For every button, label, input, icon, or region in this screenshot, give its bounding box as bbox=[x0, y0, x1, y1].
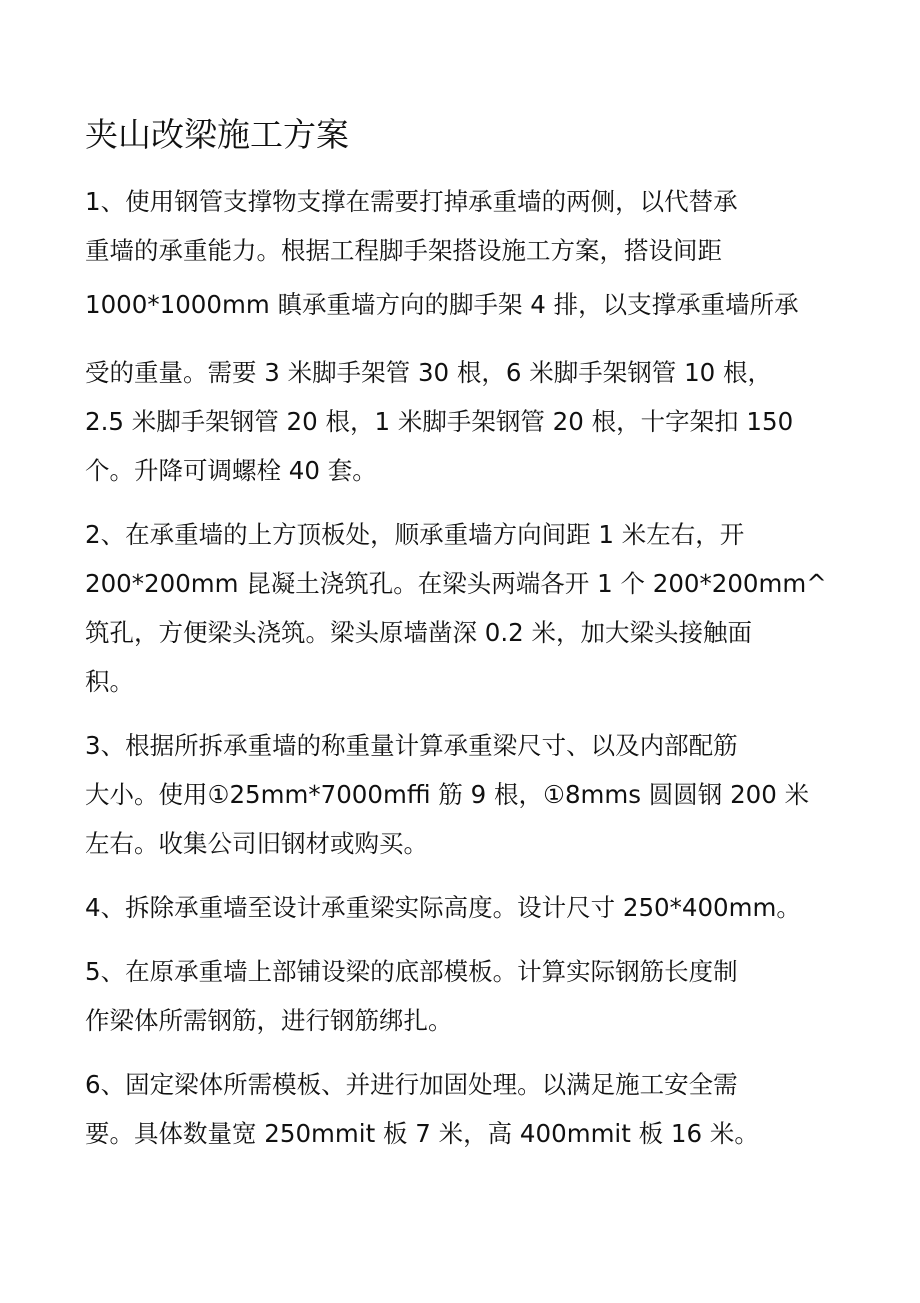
paragraph-2-line-1: 2、在承重墙的上方顶板处，顺承重墙方向间距 1 米左右，开 bbox=[85, 520, 745, 549]
paragraph-3-line-3: 左右。收集公司旧钢材或购买。 bbox=[85, 829, 428, 858]
paragraph-1-line-4: 受的重量。需要 3 米脚手架管 30 根，6 米脚手架钢管 10 根， bbox=[85, 358, 773, 387]
paragraph-6-line-2: 要。具体数量宽 250mmit 板 7 米，高 400mmit 板 16 米。 bbox=[85, 1119, 759, 1148]
paragraph-6-line-1: 6、固定梁体所需模板、并进行加固处理。以满足施工安全需 bbox=[85, 1070, 738, 1099]
paragraph-3-line-1: 3、根据所拆承重墙的称重量计算承重梁尺寸、以及内部配筋 bbox=[85, 731, 738, 760]
paragraph-5-line-2: 作梁体所需钢筋，进行钢筋绑扎。 bbox=[85, 1006, 453, 1035]
paragraph-1-line-1: 1、使用钢管支撑物支撑在需要打掉承重墙的两侧，以代替承 bbox=[85, 187, 738, 216]
paragraph-1-line-3: 1000*1000mm 瞋承重墙方向的脚手架 4 排，以支撑承重墙所承 bbox=[85, 290, 799, 319]
paragraph-5-line-1: 5、在原承重墙上部铺设梁的底部模板。计算实际钢筋长度制 bbox=[85, 957, 738, 986]
paragraph-2-line-2: 200*200mm 昆凝土浇筑孔。在梁头两端各开 1 个 200*200mm^ bbox=[85, 569, 827, 598]
document-title: 夹山改梁施工方案 bbox=[85, 115, 349, 154]
paragraph-1-line-2: 重墙的承重能力。根据工程脚手架搭设施工方案，搭设间距 bbox=[85, 236, 722, 265]
paragraph-4-line-1: 4、拆除承重墙至设计承重梁实际高度。设计尺寸 250*400mm。 bbox=[85, 893, 801, 922]
paragraph-1-line-5: 2.5 米脚手架钢管 20 根，1 米脚手架钢管 20 根，十字架扣 150 bbox=[85, 407, 794, 436]
paragraph-1-line-6: 个。升降可调螺栓 40 套。 bbox=[85, 456, 377, 485]
paragraph-3-line-2: 大小。使用①25mm*7000mffi 筋 9 根，①8mms 圆圆钢 200 米 bbox=[85, 780, 810, 809]
paragraph-2-line-4: 积。 bbox=[85, 667, 134, 696]
paragraph-2-line-3: 筑孔，方便梁头浇筑。梁头原墙凿深 0.2 米，加大梁头接触面 bbox=[85, 618, 753, 647]
